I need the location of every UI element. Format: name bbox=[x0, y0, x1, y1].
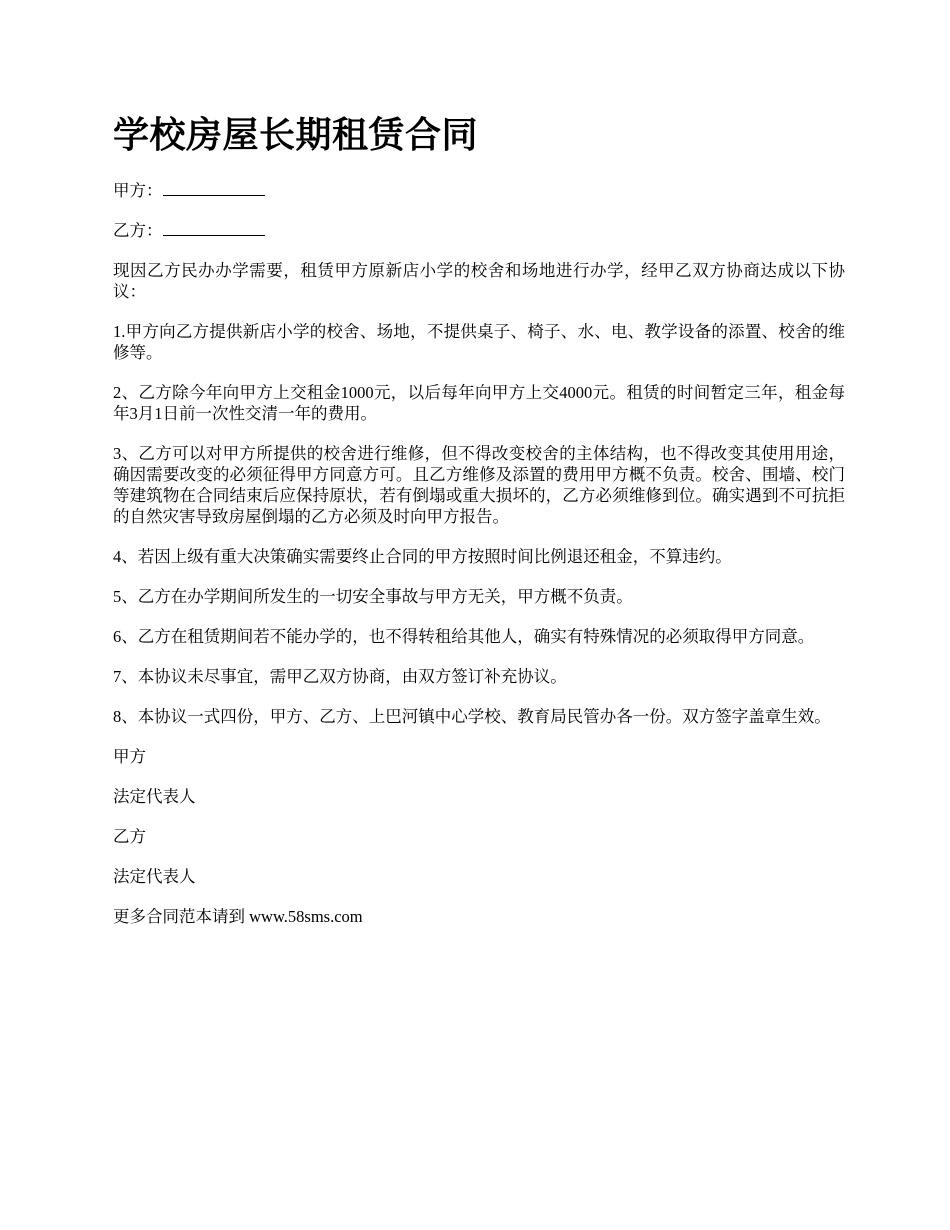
signature-party-b: 乙方 bbox=[113, 827, 146, 846]
clause-6: 6、乙方在租赁期间若不能办学的，也不得转租给其他人，确实有特殊情况的必须取得甲方同意。 bbox=[113, 627, 815, 646]
party-a-label: 甲方： bbox=[113, 181, 163, 200]
clause-1: 1.甲方向乙方提供新店小学的校舍、场地，不提供桌子、椅子、水、电、教学设备的添置、校舍的维修等。 bbox=[113, 322, 845, 362]
party-a-blank bbox=[163, 180, 265, 196]
clause-2: 2、乙方除今年向甲方上交租金1000元，以后每年向甲方上交4000元。租赁的时间暂定三年，租金每年3月1日前一次性交清一年的费用。 bbox=[113, 383, 845, 423]
party-b-blank bbox=[163, 220, 265, 236]
clause-8: 8、本协议一式四份，甲方、乙方、上巴河镇中心学校、教育局民管办各一份。双方签字盖章生效。 bbox=[113, 707, 831, 726]
signature-party-b-rep: 法定代表人 bbox=[113, 867, 196, 886]
footer-link-text: 更多合同范本请到 www.58sms.com bbox=[113, 907, 363, 926]
party-b-line bbox=[113, 220, 845, 241]
signature-party-a: 甲方 bbox=[113, 747, 146, 766]
clause-7: 7、本协议未尽事宜，需甲乙双方协商，由双方签订补充协议。 bbox=[113, 667, 567, 686]
signature-party-a-rep: 法定代表人 bbox=[113, 787, 196, 806]
clause-3: 3、乙方可以对甲方所提供的校舍进行维修，但不得改变校舍的主体结构，也不得改变其使用用途，确因需要改变的必须征得甲方同意方可。且乙方维修及添置的费用甲方概不负责。校舍、围墙、校门等建筑物在合同结束后应保持原状，若有倒塌或重大损坏的，乙方必须维修到位。确实遇到不可抗拒的自然灾害导致房屋倒塌的乙方必须及时向甲方报告。 bbox=[113, 444, 845, 526]
clause-5: 5、乙方在办学期间所发生的一切安全事故与甲方无关，甲方概不负责。 bbox=[113, 587, 633, 606]
party-a-line bbox=[113, 180, 845, 201]
intro-paragraph: 现因乙方民办办学需要，租赁甲方原新店小学的校舍和场地进行办学，经甲乙双方协商达成以下协议： bbox=[113, 261, 845, 301]
party-b-label: 乙方： bbox=[113, 221, 163, 240]
document-page bbox=[113, 112, 845, 946]
clause-4: 4、若因上级有重大决策确实需要终止合同的甲方按照时间比例退还租金，不算违约。 bbox=[113, 547, 732, 566]
document-title: 学校房屋长期租赁合同 bbox=[113, 115, 479, 156]
